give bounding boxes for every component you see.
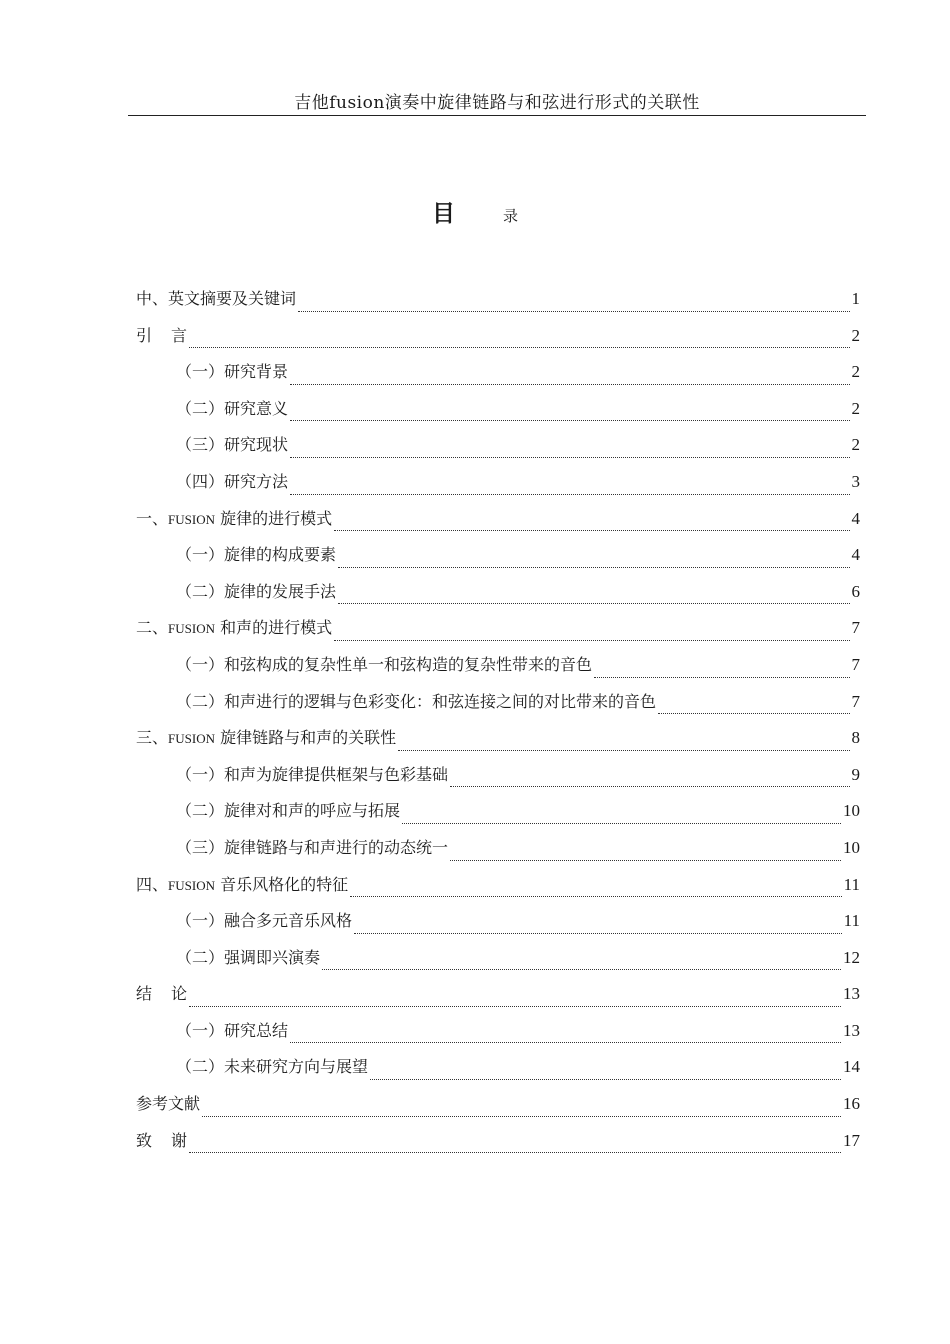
toc-entry-page: 1	[851, 289, 860, 308]
toc-entry-label: （一）融合多元音乐风格	[176, 911, 353, 931]
dot-leader	[338, 567, 849, 568]
dot-leader	[322, 969, 841, 970]
toc-entry-page: 7	[851, 618, 860, 638]
toc-entry-3-3[interactable]	[136, 833, 860, 870]
toc-entry-page: 7	[851, 654, 860, 674]
toc-entry-page: 2	[851, 362, 860, 382]
toc-entry-page: 2	[851, 325, 860, 345]
toc-title-part2: 录	[502, 207, 518, 225]
toc-entry-label: 中、英文摘要及关键词	[136, 289, 297, 308]
toc-entry-label: （一）研究背景	[176, 362, 289, 382]
toc-entry-label: 引言	[136, 325, 207, 345]
label-caps: FUSION	[168, 511, 215, 527]
table-of-contents	[136, 284, 860, 1162]
dot-leader	[338, 603, 849, 604]
dot-leader	[450, 860, 841, 861]
dot-leader	[658, 713, 849, 714]
dot-leader	[189, 1006, 841, 1007]
toc-entry-label	[136, 870, 348, 901]
toc-entry-chapter-1[interactable]	[136, 504, 860, 541]
toc-entry-label: （一）旋律的构成要素	[176, 545, 337, 565]
toc-entry-1-1[interactable]	[136, 540, 860, 577]
toc-entry-label: （二）研究意义	[176, 398, 289, 418]
toc-entry-page: 8	[851, 728, 860, 748]
dot-leader	[334, 640, 849, 641]
toc-entry-chapter-4[interactable]	[136, 870, 860, 907]
toc-entry-label: 致谢	[136, 1130, 207, 1150]
toc-title-part1: 目	[431, 201, 455, 227]
toc-entry-label: （二）旋律对和声的呼应与拓展	[176, 801, 401, 821]
toc-entry-research-significance[interactable]	[136, 394, 860, 431]
label-suffix: 音乐风格化的特征	[214, 874, 349, 894]
toc-entry-1-2[interactable]	[136, 577, 860, 614]
toc-entry-label: （二）未来研究方向与展望	[176, 1057, 369, 1077]
toc-entry-page: 14	[843, 1057, 860, 1077]
label-prefix: 四、	[136, 874, 169, 894]
toc-entry-label: （二）和声进行的逻辑与色彩变化：和弦连接之间的对比带来的音色	[176, 691, 657, 711]
toc-entry-page: 10	[843, 801, 860, 821]
toc-entry-introduction[interactable]	[136, 321, 860, 358]
toc-entry-label: （二）旋律的发展手法	[176, 581, 337, 601]
toc-entry-page: 3	[851, 471, 860, 491]
toc-entry-research-status[interactable]	[136, 430, 860, 467]
toc-entry-page: 12	[843, 947, 860, 967]
dot-leader	[398, 750, 849, 751]
toc-entry-chapter-3[interactable]	[136, 723, 860, 760]
label-caps: FUSION	[168, 621, 215, 637]
toc-entry-research-summary[interactable]	[136, 1016, 860, 1053]
toc-entry-label: 结论	[136, 984, 207, 1004]
toc-entry-4-1[interactable]	[136, 906, 860, 943]
toc-entry-page: 11	[843, 911, 860, 931]
toc-entry-label: （三）旋律链路与和声进行的动态统一	[176, 837, 449, 857]
toc-entry-page: 7	[851, 691, 860, 711]
toc-entry-chapter-2[interactable]	[136, 613, 860, 650]
toc-title	[0, 200, 950, 230]
dot-leader	[290, 420, 849, 421]
toc-entry-3-1[interactable]	[136, 760, 860, 797]
toc-entry-label: （三）研究现状	[176, 435, 289, 455]
dot-leader	[290, 457, 849, 458]
label-prefix: 三、	[136, 728, 169, 748]
toc-entry-page: 4	[851, 545, 860, 565]
label-caps: FUSION	[168, 877, 215, 893]
toc-entry-page: 9	[851, 764, 860, 784]
toc-entry-page: 11	[843, 874, 860, 894]
dot-leader	[298, 311, 849, 312]
toc-entry-page: 4	[851, 508, 860, 528]
label-caps: FUSION	[168, 731, 215, 747]
dot-leader	[189, 347, 849, 348]
toc-entry-label	[136, 504, 332, 535]
toc-entry-2-1[interactable]	[136, 650, 860, 687]
toc-entry-page: 13	[843, 1020, 860, 1040]
toc-entry-label	[136, 613, 332, 644]
toc-entry-4-2[interactable]	[136, 943, 860, 980]
toc-entry-page: 2	[851, 435, 860, 455]
dot-leader	[290, 1042, 841, 1043]
toc-entry-page: 17	[843, 1130, 860, 1150]
toc-entry-research-background[interactable]	[136, 357, 860, 394]
label-suffix: 旋律的进行模式	[214, 508, 333, 528]
toc-entry-label: （二）强调即兴演奏	[176, 947, 321, 967]
dot-leader	[334, 530, 849, 531]
toc-entry-acknowledgements[interactable]	[136, 1126, 860, 1163]
toc-entry-page: 6	[851, 581, 860, 601]
toc-entry-future-directions[interactable]	[136, 1052, 860, 1089]
toc-entry-label	[136, 723, 396, 754]
toc-entry-page: 10	[843, 837, 860, 857]
toc-entry-page: 16	[843, 1094, 860, 1114]
toc-entry-page: 13	[843, 984, 860, 1004]
dot-leader	[189, 1152, 841, 1153]
toc-entry-label: 参考文献	[136, 1094, 201, 1114]
dot-leader	[594, 677, 849, 678]
dot-leader	[402, 823, 841, 824]
label-prefix: 一、	[136, 508, 169, 528]
toc-entry-conclusion[interactable]	[136, 979, 860, 1016]
dot-leader	[290, 494, 849, 495]
toc-entry-3-2[interactable]	[136, 796, 860, 833]
label-suffix: 和声的进行模式	[214, 618, 333, 638]
dot-leader	[202, 1116, 841, 1117]
toc-entry-references[interactable]	[136, 1089, 860, 1126]
label-suffix: 旋律链路与和声的关联性	[214, 728, 397, 748]
toc-entry-label: （一）研究总结	[176, 1020, 289, 1040]
toc-entry-page: 2	[851, 398, 860, 418]
toc-entry-2-2[interactable]	[136, 687, 860, 724]
toc-entry-label: （四）研究方法	[176, 471, 289, 491]
header-rule	[128, 115, 866, 116]
dot-leader	[350, 896, 842, 897]
dot-leader	[354, 933, 842, 934]
dot-leader	[370, 1079, 841, 1080]
label-prefix: 二、	[136, 618, 169, 638]
toc-entry-label: （一）和弦构成的复杂性单一和弦构造的复杂性带来的音色	[176, 654, 593, 674]
running-header-title: 吉他fusion演奏中旋律链路与和弦进行形式的关联性	[294, 93, 700, 113]
toc-entry-research-methods[interactable]	[136, 467, 860, 504]
toc-entry-label: （一）和声为旋律提供框架与色彩基础	[176, 764, 449, 784]
dot-leader	[290, 384, 849, 385]
toc-entry-abstract[interactable]	[136, 284, 860, 321]
dot-leader	[450, 786, 849, 787]
